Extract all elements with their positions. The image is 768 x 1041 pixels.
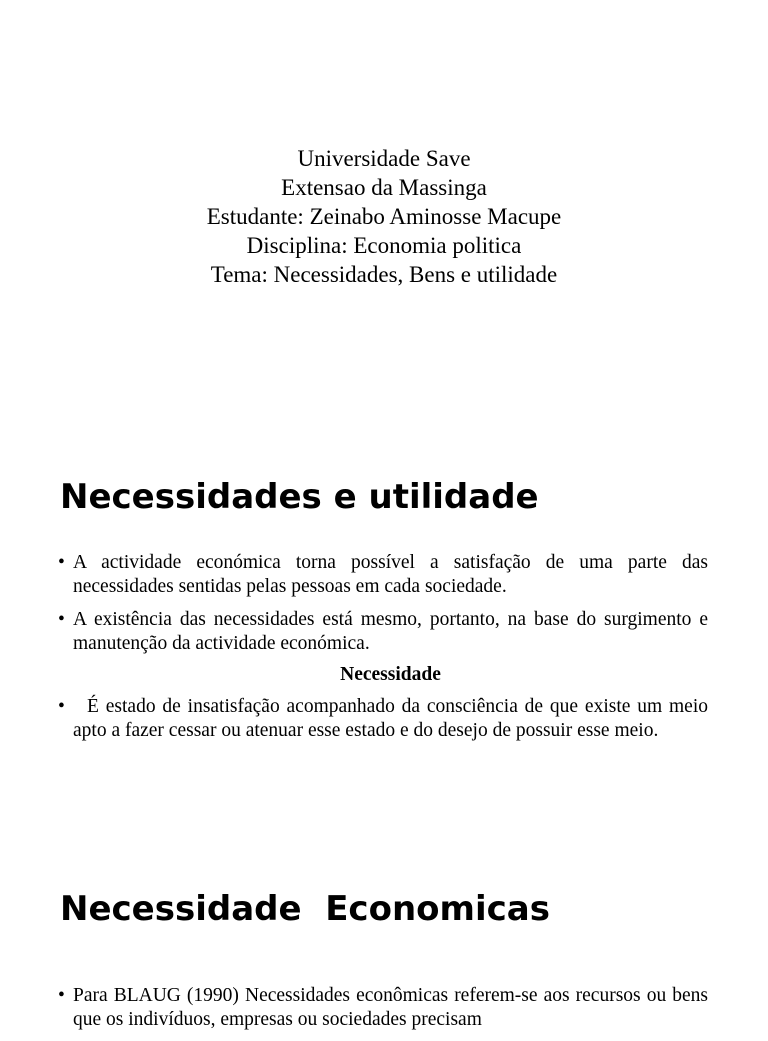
- slide-heading-economicas: Necessidade Economicas: [60, 889, 550, 929]
- bullet-icon: •: [58, 609, 65, 630]
- campus-line: Extensao da Massinga: [281, 175, 487, 200]
- slide-heading-necessidades: Necessidades e utilidade: [60, 477, 539, 517]
- bullet-text: A actividade económica torna possível a satisfação de uma parte das necessidades sentidas pelas pessoas em cada sociedade.: [73, 552, 708, 597]
- bullet-item: [58, 608, 708, 656]
- university-line: Universidade Save: [297, 146, 471, 171]
- slide-content-economicas: [58, 984, 708, 1041]
- bullet-text: A existência das necessidades está mesmo, portanto, na base do surgimento e manutenção da actividade económica.: [73, 609, 708, 654]
- bullet-item: [58, 551, 708, 599]
- student-line: Estudante: Zeinabo Aminosse Macupe: [206, 204, 562, 229]
- subheading-necessidade: Necessidade: [340, 664, 441, 685]
- bullet-item: [58, 695, 708, 743]
- slide-content-necessidades: [58, 551, 708, 752]
- bullet-icon: •: [58, 985, 65, 1006]
- bullet-text: É estado de insatisfação acompanhado da consciência de que existe um meio apto a fazer cessar ou atenuar esse estado e do desejo de possuir esse meio.: [73, 696, 708, 741]
- bullet-text: Para BLAUG (1990) Necessidades econômicas referem-se aos recursos ou bens que os indivíduos, empresas ou sociedades precisam: [73, 985, 708, 1030]
- title-slide: [0, 144, 768, 289]
- bullet-item: [58, 984, 708, 1032]
- topic-line: Tema: Necessidades, Bens e utilidade: [210, 262, 558, 287]
- bullet-icon: •: [58, 696, 65, 717]
- discipline-line: Disciplina: Economia politica: [246, 233, 522, 258]
- bullet-icon: •: [58, 552, 65, 573]
